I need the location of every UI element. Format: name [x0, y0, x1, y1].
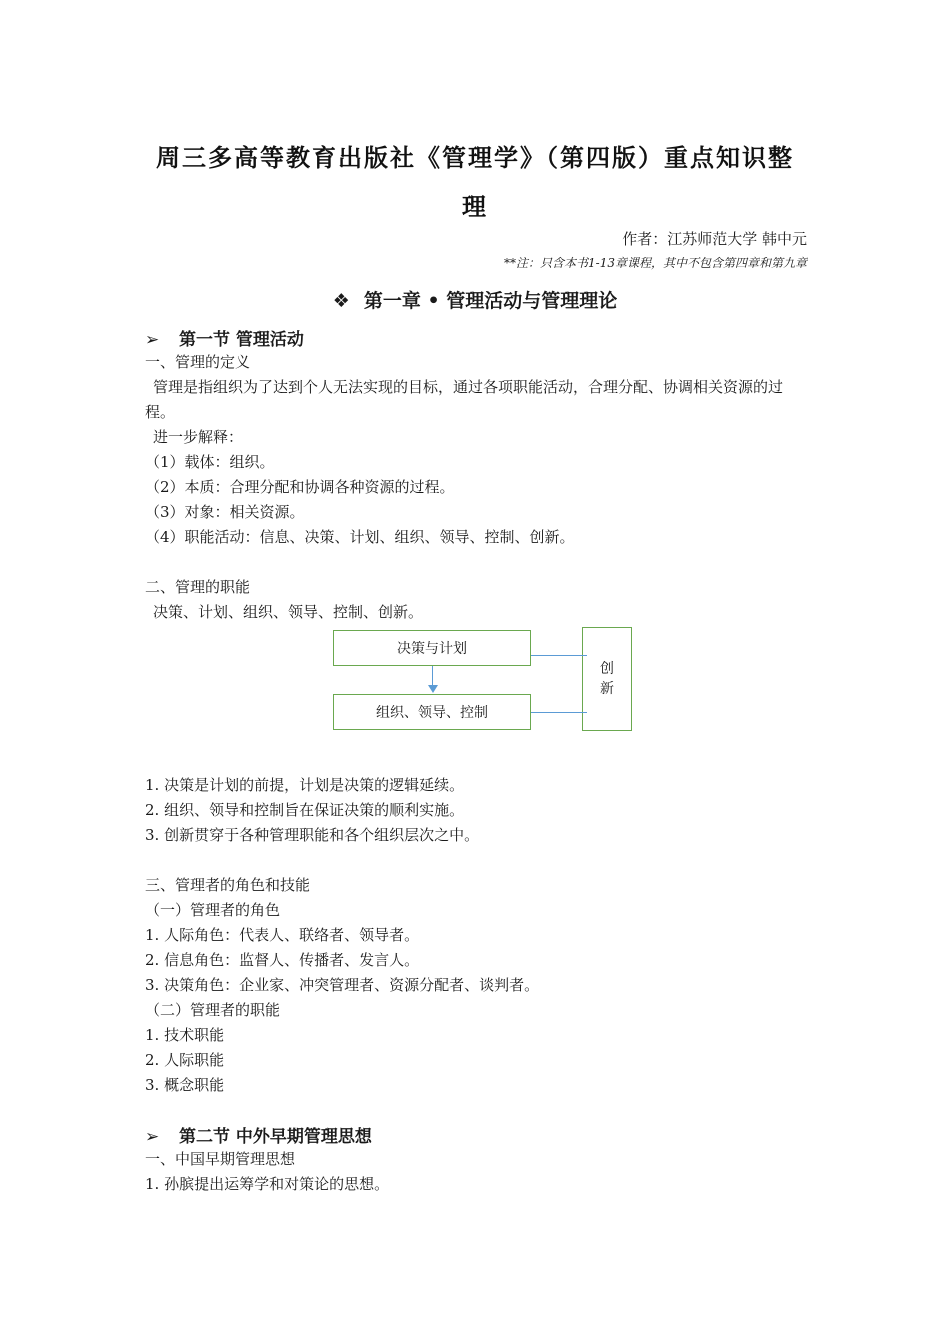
innovation-char-1: 创: [600, 661, 614, 677]
explanation-item: （1）载体：组织。: [145, 453, 275, 471]
document-title-line1: 周三多高等教育出版社《管理学》（第四版）重点知识整: [156, 144, 794, 172]
further-explanation-label: 进一步解释：: [153, 428, 244, 446]
down-arrow-icon: [428, 685, 438, 693]
chapter-heading: [145, 286, 805, 313]
explanation-item: （2）本质：合理分配和协调各种资源的过程。: [145, 478, 455, 496]
early-thought-heading: 一、中国早期管理思想: [145, 1150, 296, 1168]
decision-planning-box: 决策与计划: [333, 630, 531, 666]
functions-text: 决策、计划、组织、领导、控制、创新。: [153, 603, 424, 621]
section-heading-2: [145, 1122, 372, 1147]
section-title-1: 第一节 管理活动: [179, 330, 304, 350]
function-point: 3. 创新贯穿于各种管理职能和各个组织层次之中。: [145, 826, 480, 844]
arrow-bullet-icon: ➢: [145, 330, 160, 350]
roles-heading: 三、管理者的角色和技能: [145, 876, 311, 894]
function-point: 2. 组织、领导和控制旨在保证决策的顺利实施。: [145, 801, 465, 819]
skill-item: 1. 技术职能: [145, 1026, 225, 1044]
chapter-title: 第一章 • 管理活动与管理理论: [363, 290, 618, 312]
innovation-box: [582, 627, 632, 731]
definition-text: 管理是指组织为了达到个人无法实现的目标，通过各项职能活动，合理分配、协调相关资源的过程。: [145, 378, 784, 421]
skills-subheading: （二）管理者的职能: [145, 1001, 281, 1019]
section-heading-1: [145, 325, 304, 350]
functions-heading: 二、管理的职能: [145, 578, 251, 596]
definition-heading: 一、管理的定义: [145, 353, 251, 371]
functions-diagram: [333, 627, 633, 733]
role-item: 2. 信息角色：监督人、传播者、发言人。: [145, 951, 420, 969]
explanation-item: （4）职能活动：信息、决策、计划、组织、领导、控制、创新。: [145, 528, 575, 546]
role-item: 1. 人际角色：代表人、联络者、领导者。: [145, 926, 420, 944]
connector-line-top: [531, 655, 587, 656]
connector-line-bottom: [531, 712, 587, 713]
diamond-bullet-icon: ❖: [332, 290, 350, 312]
function-point: 1. 决策是计划的前提，计划是决策的逻辑延续。: [145, 776, 465, 794]
document-title-line2: 理: [462, 193, 488, 221]
organize-lead-control-box: 组织、领导、控制: [333, 694, 531, 730]
arrow-bullet-icon: ➢: [145, 1127, 160, 1147]
innovation-char-2: 新: [600, 681, 614, 697]
flow-line: [432, 666, 433, 686]
scope-note: **注：只含本书1-13章课程，其中不包含第四章和第九章: [504, 256, 807, 270]
skill-item: 3. 概念职能: [145, 1076, 225, 1094]
section-title-2: 第二节 中外早期管理思想: [179, 1127, 372, 1147]
early-thought-item: 1. 孙膑提出运筹学和对策论的思想。: [145, 1175, 390, 1193]
skill-item: 2. 人际职能: [145, 1051, 225, 1069]
roles-subheading: （一）管理者的角色: [145, 901, 281, 919]
explanation-item: （3）对象：相关资源。: [145, 503, 305, 521]
role-item: 3. 决策角色：企业家、冲突管理者、资源分配者、谈判者。: [145, 976, 540, 994]
author-line: 作者：江苏师范大学 韩中元: [622, 230, 807, 248]
